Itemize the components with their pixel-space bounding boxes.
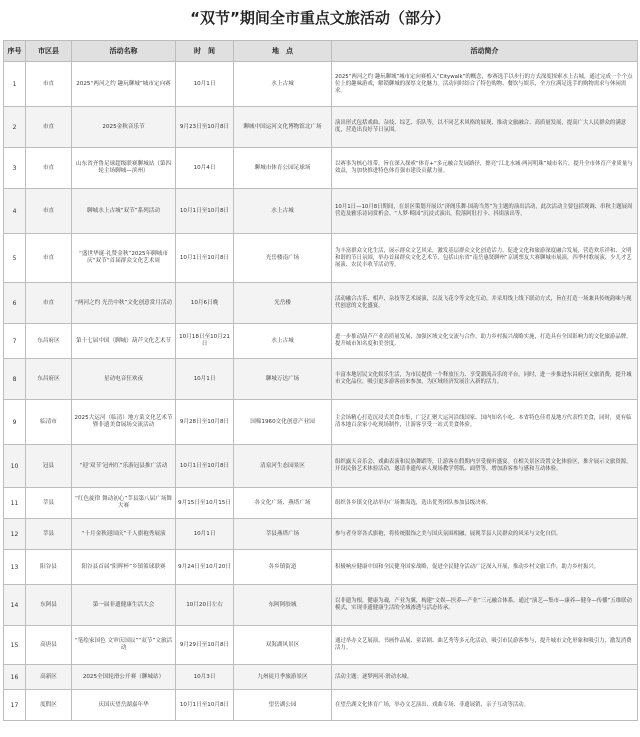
table-row [4,189,638,234]
cell-intro: 主会场精心打造沉浸式美食市集，广泛汇聚大运河沿线国家、国内知名小吃、本省特色佳肴及地方代表性美食，同时，更有临清本地百余家小吃现场制作，让游客享受一站式美食体验。 [332,400,638,445]
cell-time: 10月20日左右 [176,585,234,626]
cell-name: 山东省齐鲁足球超级联赛聊城站（第四轮主场聊城—滨州） [72,148,176,189]
cell-intro: 通过举办文艺展演、书画作品展、童话剧、曲艺秀等多元化活动，吸引市民游客参与，提升城市文化形象和吸引力，激发消费活力。 [332,626,638,665]
cell-place: 双海湖风景区 [234,626,332,665]
cell-place: 聊城市体育公园足球场 [234,148,332,189]
cell-place: 各文化广场、燕塔广场 [234,488,332,519]
table-row [4,107,638,148]
cell-place: 聊城中国运河文化博物馆北广场 [234,107,332,148]
cell-name: 聊城水上古城“双节”系列活动 [72,189,176,234]
cell-county: 市直 [26,62,72,107]
table-header-row [4,41,638,62]
cell-county: 阳谷县 [26,550,72,585]
cell-county: 莘县 [26,488,72,519]
cell-place: 聊城万达广场 [234,359,332,400]
cell-no: 8 [4,359,26,400]
header-county: 市区县 [26,41,72,62]
cell-no: 12 [4,519,26,550]
cell-intro: 组织露天音乐会、戏曲表演和民族舞蹈等，让游客在假期内享受视听盛宴。在相关景区设置文化体验区，推介展示文旅资源，开设民俗艺术体验活动，邀请非遗传承人现场教学剪纸、面塑等，增加游客参与感和互动体验。 [332,445,638,488]
cell-time: 10月4日 [176,148,234,189]
table-row [4,234,638,283]
header-time: 时 间 [176,41,234,62]
cell-time: 10月1日至10月8日 [176,445,234,488]
cell-time: 10月1日 [176,62,234,107]
cell-intro: 演出形式包括戏曲、杂技、综艺、乐队等，以不同艺术风格的展现，推动文旅融合、高质量发展，提高广大人民群众的满意度，营造出良好节日氛围。 [332,107,638,148]
header-place: 地 点 [234,41,332,62]
cell-name: “两河之约 光岳中秋”文化创意赏月活动 [72,283,176,324]
cell-time: 10月1日至10月8日 [176,690,234,721]
cell-no: 10 [4,445,26,488]
cell-intro: 丰富本地居民文化娱乐生活，为市民提供一个释放压力、享受潮流音乐的平台。同时，进一步推进东昌府区文旅消费，提升城市文化品位，吸引更多游客前来参加，为区域经济发展注入新的活力。 [332,359,638,400]
cell-intro: 活动主题：逐梦两河·滑动水城。 [332,665,638,690]
cell-county: 度假区 [26,690,72,721]
cell-time: 10月1日至10月8日 [176,234,234,283]
cell-intro: 2025“两河之约 趣玩聊城”城市定向赛植入“Citywalk”的概念，参赛选手以步行的方式深度探索水上古城，通过完成一个个点位上的趣味游戏，解锁聊城的深厚文化魅力。活动同时结合了特色购物、餐饮与娱乐，全方位满足选手的购物需求与休闲需求。 [332,62,638,107]
cell-no: 2 [4,107,26,148]
cell-place: 东阿阿胶城 [234,585,332,626]
header-name: 活动名称 [72,41,176,62]
cell-name: “十月金秋迎国庆”千人旗袍秀展演 [72,519,176,550]
cell-intro: 为丰富群众文化生活，展示群众文艺风采，激发基层群众文化创造活力，促进文化和旅游深度融合发展，营造欢乐祥和、文明和谐的节日氛围，举办首届群众文化艺术节，包括山东省“南岳惠贤聊州”京剧票友大赛聊城市展演，四季村歌展演、少儿才艺展演、农民丰收节活动等。 [332,234,638,283]
table-row [4,400,638,445]
cell-county: 市直 [26,234,72,283]
cell-county: 东阿县 [26,585,72,626]
cell-no: 1 [4,62,26,107]
table-row [4,359,638,400]
cell-county: 莘县 [26,519,72,550]
cell-time: 9月15日至10月15日 [176,488,234,519]
cell-name: 2025金秋音乐节 [72,107,176,148]
cell-no: 16 [4,665,26,690]
table-row [4,324,638,359]
cell-time: 10月3日 [176,665,234,690]
cell-county: 高唐县 [26,626,72,665]
cell-name: “红色旋律 舞动初心”莘县第八届广场舞大赛 [72,488,176,519]
cell-time: 9月24日至10月20日 [176,550,234,585]
cell-name: 庆国庆望岳湖嘉年华 [72,690,176,721]
cell-county: 临清市 [26,400,72,445]
cell-county: 市直 [26,107,72,148]
cell-time: 10月1日 [176,519,234,550]
table-row [4,665,638,690]
cell-no: 5 [4,234,26,283]
table-row [4,445,638,488]
header-intro: 活动简介 [332,41,638,62]
cell-no: 4 [4,189,26,234]
cell-intro: 以非遗为根，健康为魂，产业为翼，构建“文娱—医养—产业”三元融合体系，通过“演艺—集市—康养—健身—传播”五维联动模式，实现非遗健康生活的全域渗透与活态传承。 [332,585,638,626]
cell-no: 13 [4,550,26,585]
cell-intro: 10月1日—10月8日期间，在景区策划开展以“济阁乐舞·国韵当然”为主题的演出活动，此次活动主要包括观调、串秋主题展周营造及雅乐诗词赏析会、“人梦·畸园”沉浸式演出，院落阿肚打卡、抖街演出等。 [332,189,638,234]
cell-name: “迎‘双节’冠州红”乐游冠县推广活动 [72,445,176,488]
table-row [4,519,638,550]
table-row [4,62,638,107]
cell-name: “盛世华诞·礼赞金秋”2025年聊城市庆“双节”首届群众文化艺术周 [72,234,176,283]
cell-intro: 组织各乡镇文化站举办广场舞海选，选出优秀团队参加县级决赛。 [332,488,638,519]
cell-place: 水上古城 [234,189,332,234]
cell-county: 冠县 [26,445,72,488]
cell-intro: 进一步推动葫芦产业高质量发展，加强区域文化交流与合作，助力乡村振兴战略实施，打造具有全国影响力的文化旅游品牌，提升城市知名度和美誉度。 [332,324,638,359]
cell-place: 光岳楼南广场 [234,234,332,283]
table-row [4,585,638,626]
cell-time: 9月28日至10月8日 [176,400,234,445]
cell-place: 望岳湖公园 [234,690,332,721]
cell-place: 水上古城 [234,62,332,107]
cell-name: “笔绘家国色 文审庆国辰”“双节”文旅活动 [72,626,176,665]
cell-name: 第一届非遗健康生活大会 [72,585,176,626]
cell-time: 10月1日 [176,359,234,400]
activities-table [3,40,638,721]
cell-time: 9月29日至10月8日 [176,626,234,665]
cell-no: 11 [4,488,26,519]
cell-intro: 以赛事为核心纽带，旨在深入探索“体育+”多元融合发展路径，擦亮“江北水城·两河明珠”城市名片，提升全市体育产业质量与效益，为加快推进特色体育强市建设贡献力量。 [332,148,638,189]
cell-place: 国棉1960文化创意产业园 [234,400,332,445]
cell-county: 市直 [26,283,72,324]
cell-no: 14 [4,585,26,626]
cell-county: 市直 [26,148,72,189]
table-row [4,488,638,519]
cell-name: 阳谷县首届“阳晖杯”乡镇篮球联赛 [72,550,176,585]
cell-place: 九州徒月季旅游景区 [234,665,332,690]
cell-county: 东昌府区 [26,359,72,400]
cell-place: 各乡镇街道 [234,550,332,585]
cell-name: 第十七届中国（聊城）葫芦文化艺术节 [72,324,176,359]
cell-time: 10月1日至10月8日 [176,189,234,234]
cell-place: 清泉河生态园景区 [234,445,332,488]
cell-time: 9月23日至10月8日 [176,107,234,148]
table-row [4,283,638,324]
cell-county: 东昌府区 [26,324,72,359]
header-no: 序号 [4,41,26,62]
table-row [4,690,638,721]
cell-county: 市直 [26,189,72,234]
cell-place: 莘县燕塔广场 [234,519,332,550]
cell-intro: 参与者身穿各式旗袍，将传统服饰之美与国庆氛围相融，展现莘县人民群众的风采与文化自信。 [332,519,638,550]
cell-name: 星动电音狂欢夜 [72,359,176,400]
table-row [4,626,638,665]
cell-county: 高新区 [26,665,72,690]
cell-no: 3 [4,148,26,189]
cell-no: 17 [4,690,26,721]
cell-time: 10月18日至10月21日 [176,324,234,359]
table-row [4,550,638,585]
cell-no: 15 [4,626,26,665]
page-title: “双节”期间全市重点文旅活动（部分） [190,8,450,27]
cell-no: 6 [4,283,26,324]
cell-no: 9 [4,400,26,445]
cell-intro: 活动融合古乐、相声、杂技等艺术展演，以及飞花令等文化互动，并采用线上线下联动方式，旨在打造一场兼具传统韵味与现代创意的文化盛宴。 [332,283,638,324]
cell-name: 2025全国轮滑公开赛（聊城站） [72,665,176,690]
cell-intro: 积极响应健康中国和全民健身国家战略，促进全民健身活动广泛深入开展，推动乡村文旅工作，助力乡村振兴。 [332,550,638,585]
cell-no: 7 [4,324,26,359]
table-row [4,148,638,189]
cell-place: 光岳楼 [234,283,332,324]
cell-name: 2025“两河之约 趣玩聊城”城市定向赛 [72,62,176,107]
cell-place: 水上古城 [234,324,332,359]
cell-intro: 在望岳湖文化体育广场，举办文艺演出、戏曲专场、非遗展销、亲子互动等活动。 [332,690,638,721]
cell-time: 10月6日晚 [176,283,234,324]
cell-name: 2025大运河（临清）地方菜文化艺术节暨非遗美食展场交流活动 [72,400,176,445]
